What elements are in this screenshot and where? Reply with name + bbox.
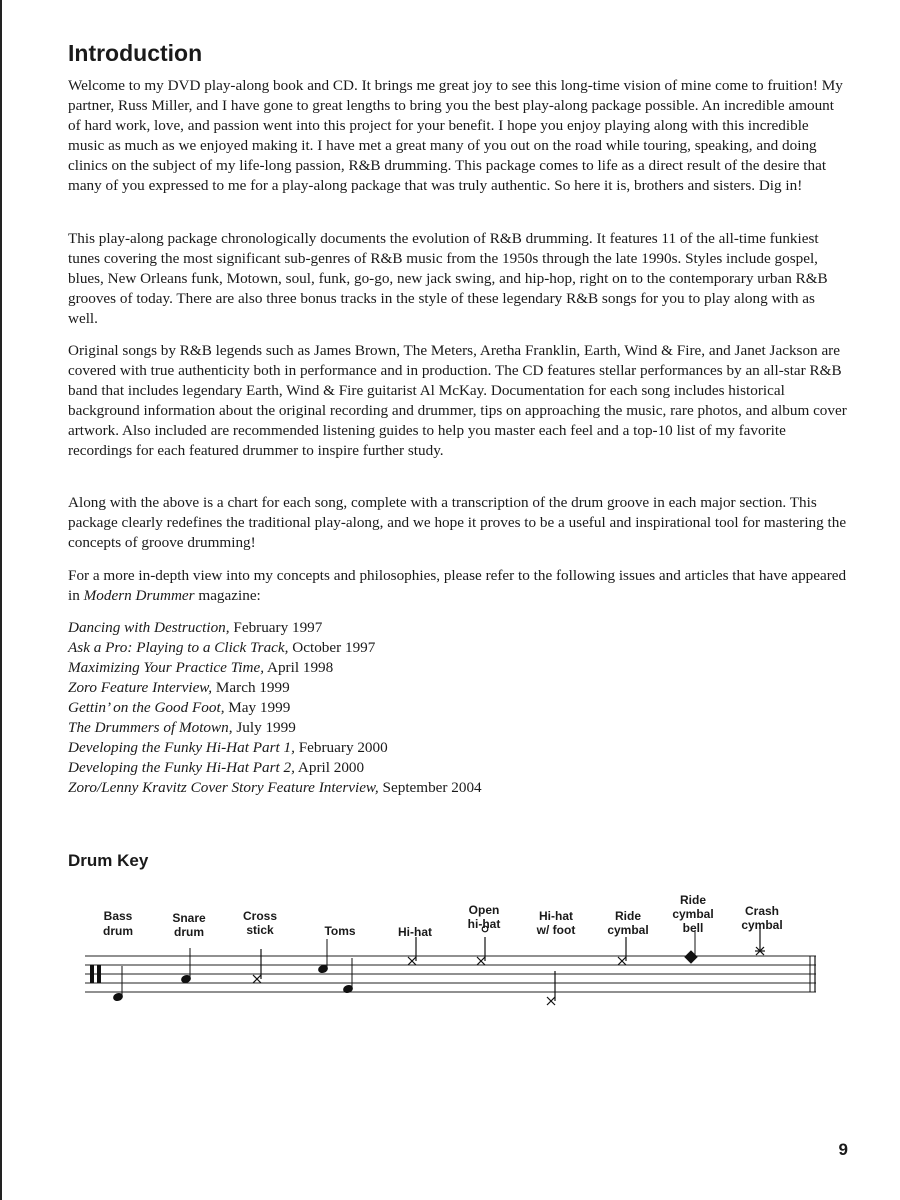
article-item: Zoro/Lenny Kravitz Cover Story Feature Interview, September 2004 bbox=[68, 779, 482, 796]
paragraph-chronology: This play-along package chronologically documents the evolution of R&B drumming. It features 11 of the all-time funkiest tunes covering the most significant sub-genres of R&B music from the 1950s through the late 1990s. Styles include gospel, blues, New Orleans funk, Motown, soul, funk, go-go, new jack swing, and hip-hop, right on to the contemporary urban R&B grooves of today. There are also three bonus tracks in the style of these legendary R&B songs for you to play along with as well. bbox=[68, 230, 828, 327]
article-item: Zoro Feature Interview, March 1999 bbox=[68, 679, 290, 696]
paragraph-original-songs: Original songs by R&B legends such as James Brown, The Meters, Aretha Franklin, Earth, Wind & Fire, and Janet Jackson are covered with true authenticity both in performance and in production. The CD features stellar performances by an all-star R&B band that includes legendary Earth, Wind & Fire guitarist Al McKay. Documentation for each song includes historical background information about the original recording and drummer, tips on approaching the music, rare photos, and album cover artwork. Also included are recommended listening guides to help you master each feel and a top-10 list of my favorite recordings for each featured drummer to inspire further study. bbox=[68, 342, 847, 459]
label-snare-2: drum bbox=[174, 925, 204, 939]
article-item: Developing the Funky Hi-Hat Part 2, April 2000 bbox=[68, 759, 365, 776]
label-open: Open bbox=[468, 903, 500, 917]
label-toms: Toms bbox=[324, 924, 356, 938]
label-crash: Crash bbox=[744, 904, 780, 918]
label-foot: Hi-hat bbox=[539, 909, 573, 923]
staff-lines bbox=[85, 956, 816, 992]
cross-stick-note bbox=[253, 949, 261, 983]
label-snare: Snare bbox=[172, 911, 206, 925]
ride-cymbal-note bbox=[618, 937, 626, 965]
drum-key-notation bbox=[80, 885, 820, 1015]
magazine-name: Modern Drummer bbox=[83, 587, 195, 604]
section-heading: Introduction bbox=[68, 40, 203, 66]
label-cross: Cross bbox=[242, 909, 278, 923]
drum-key-title: Drum Key bbox=[68, 851, 149, 870]
refs-intro-before: For a more in-depth view into my concepts and philosophies, please refer to the following issues and articles that have appeared in bbox=[68, 567, 847, 604]
page-number: 9 bbox=[838, 1140, 848, 1159]
label-ride: Ride bbox=[614, 909, 642, 923]
paragraph-charts: Along with the above is a chart for each song, complete with a transcription of the drum groove in each major section. This package clearly redefines the traditional play-along, and we hope it proves to be a useful and inspirational tool for mastering the concepts of groove drumming! bbox=[68, 494, 847, 551]
label-bass: Bass bbox=[103, 909, 133, 923]
label-crash-2: cymbal bbox=[741, 918, 783, 932]
article-item: Maximizing Your Practice Time, April 1998 bbox=[68, 659, 334, 676]
label-bell: Ride bbox=[679, 893, 707, 907]
label-cross-2: stick bbox=[246, 923, 274, 937]
page-edge-line bbox=[0, 0, 2, 1200]
hi-hat-note bbox=[408, 937, 416, 965]
paragraph-references-intro bbox=[68, 566, 848, 606]
percussion-clef-bar bbox=[90, 965, 94, 983]
label-bell-2: cymbal bbox=[672, 907, 714, 921]
open-hi-hat-note bbox=[477, 926, 488, 965]
label-bell-3: bell bbox=[682, 921, 704, 935]
article-list bbox=[68, 618, 848, 798]
refs-intro-after: magazine: bbox=[194, 587, 261, 604]
label-ride-2: cymbal bbox=[607, 923, 649, 937]
article-item: Developing the Funky Hi-Hat Part 1, February 2000 bbox=[68, 739, 388, 756]
label-open-2: hi-hat bbox=[467, 917, 501, 931]
hi-hat-foot-note bbox=[547, 971, 555, 1005]
article-item: Gettin’ on the Good Foot, May 1999 bbox=[68, 699, 291, 716]
drum-key-staff bbox=[80, 885, 820, 1015]
article-item: The Drummers of Motown, July 1999 bbox=[68, 719, 296, 736]
article-item: Dancing with Destruction, February 1997 bbox=[68, 619, 323, 636]
article-item: Ask a Pro: Playing to a Click Track, October 1997 bbox=[68, 639, 376, 656]
label-foot-2: w/ foot bbox=[536, 923, 576, 937]
percussion-clef-bar bbox=[97, 965, 101, 983]
paragraph-welcome: Welcome to my DVD play-along book and CD. It brings me great joy to see this long-time vision of mine come to fruition! My partner, Russ Miller, and I have gone to great lengths to bring you the best play-along package possible. An incredible amount of hard work, love, and passion went into this project for your benefit. I hope you enjoy playing along with this incredible music as much as we enjoyed making it. I have met a great many of you out on the road while touring, speaking, and doing clinics on the subject of my life-long passion, R&B drumming. This package comes to life as a direct result of the desire that many of you expressed to me for a play-along package that was truly authentic. So here it is, brothers and sisters. Dig in! bbox=[68, 77, 843, 194]
label-bass-2: drum bbox=[103, 924, 133, 938]
label-hi-hat: Hi-hat bbox=[398, 925, 432, 939]
